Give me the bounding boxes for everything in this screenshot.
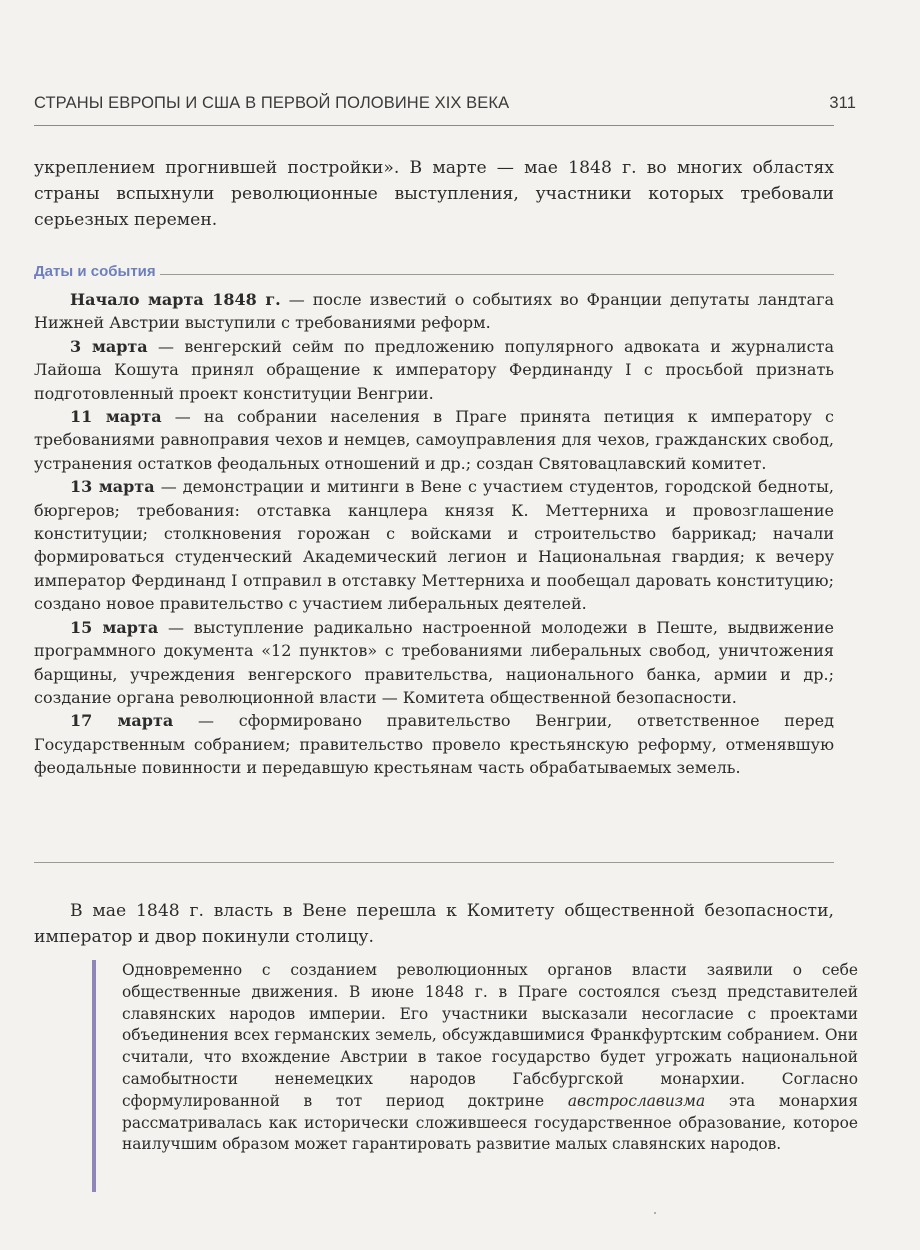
event-text: — демонстрации и митинги в Вене с участием студентов, городской бедноты, бюргеров; требования: отставка канцлера князя К. Меттерниха и провозглашение конституции; столкновения горожан с войсками и строительство баррикад; начали формироваться студенческий Академический легион и Национальная гвардия; к вечеру император Фердинанд I отправил в отставку Меттерниха и пообещал даровать конституцию; создано новое правительство с участием либеральных деятелей.	[34, 477, 834, 614]
event-date: 3 марта	[70, 336, 148, 356]
body-paragraph: В мае 1848 г. власть в Вене перешла к Комитету общественной безопасности, император и двор покинули столицу.	[34, 901, 834, 947]
page-number: 311	[829, 94, 856, 112]
sidebar-note-box	[92, 960, 858, 1156]
event-text: — на собрании населения в Праге принята петиция к императору с требованиями равноправия чехов и немцев, самоуправления для чехов, гражданских свобод, устранения остатков феодальных отношений и др.; создан Святовацлавский комитет.	[34, 407, 834, 473]
running-header	[34, 94, 856, 113]
highlighted-term: австрославизма	[567, 1091, 706, 1110]
event-item	[34, 616, 834, 710]
event-date: 15 марта	[70, 617, 159, 637]
event-item	[34, 475, 834, 615]
sidebar-accent-bar	[92, 960, 96, 1192]
box-bottom-divider	[34, 862, 834, 863]
running-header-title: СТРАНЫ ЕВРОПЫ И США В ПЕРВОЙ ПОЛОВИНЕ XIX ВЕКА	[34, 94, 510, 112]
box-title-row	[34, 256, 834, 280]
event-item	[34, 288, 834, 335]
sidebar-note-text	[122, 960, 858, 1156]
event-item	[34, 405, 834, 475]
sidebar-text-before: Одновременно с созданием революционных органов власти заявили о себе общественные движения. В июне 1848 г. в Праге состоялся съезд представителей славянских народов империи. Его участники высказали несогласие с проектами объединения всех германских земель, обсуждавшимися Франкфуртским собранием. Они считали, что вхождение Австрии в такое государство будет угрожать национальной самобытности ненемецких народов Габсбургской монархии. Согласно сформулированной в тот период доктрине	[122, 961, 858, 1110]
event-item	[34, 335, 834, 405]
event-date: 11 марта	[70, 407, 162, 427]
sidebar-text-after: эта монархия рассматривалась как исторически сложившееся государственное образование, которое наилучшим образом может гарантировать развитие малых славянских народов.	[122, 1091, 858, 1154]
dates-and-events-box	[34, 256, 834, 780]
print-speck	[654, 1212, 656, 1214]
event-text: — венгерский сейм по предложению популярного адвоката и журналиста Лайоша Кошута принял обращение к императору Фердинанду I с просьбой признать подготовленный проект конституции Венгрии.	[34, 336, 835, 403]
event-date: Начало марта 1848 г.	[70, 290, 281, 309]
box-title: Даты и события	[34, 263, 156, 280]
event-date: 17 марта	[70, 711, 174, 731]
box-title-rule	[160, 274, 834, 275]
event-text: — после известий о событиях во Франции депутаты ландтага Нижней Австрии выступили с требованиями реформ.	[34, 290, 834, 333]
event-date: 13 марта	[70, 477, 155, 497]
event-text: — сформировано правительство Венгрии, ответственное перед Государственным собранием; правительство провело крестьянскую реформу, отменявшую феодальные повинности и передавшую крестьянам часть обрабатываемых земель.	[34, 711, 835, 778]
events-list	[34, 288, 834, 780]
event-item	[34, 709, 834, 779]
event-text: — выступление радикально настроенной молодежи в Пеште, выдвижение программного документа «12 пунктов» с требованиями либеральных свобод, уничтожения барщины, учреждения венгерского правительства, национального банка, армии и др.; создание органа революционной власти — Комитета общественной безопасности.	[34, 617, 835, 707]
intro-paragraph: укреплением прогнившей постройки». В марте — мае 1848 г. во многих областях страны вспыхнули революционные выступления, участники которых требовали серьезных перемен.	[34, 158, 834, 230]
header-divider	[34, 125, 834, 126]
